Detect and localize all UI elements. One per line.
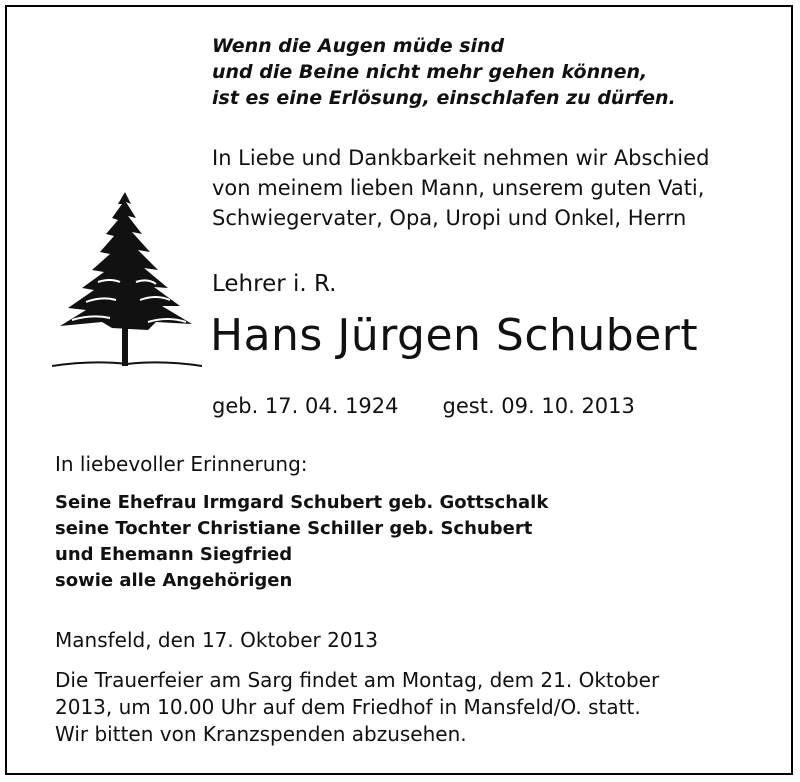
memory-label: In liebevoller Erinnerung: <box>55 452 308 476</box>
birth-date: geb. 17. 04. 1924 <box>212 394 399 418</box>
deceased-name: Hans Jürgen Schubert <box>210 310 699 361</box>
poem-line: und die Beine nicht mehr gehen können, <box>212 61 648 83</box>
mourner-line: seine Tochter Christiane Schiller geb. Schubert <box>55 518 533 539</box>
deceased-title: Lehrer i. R. <box>212 271 337 297</box>
service-line: Die Trauerfeier am Sarg findet am Montag, dem 21. Oktober <box>55 668 660 692</box>
poem-line: Wenn die Augen müde sind <box>212 35 505 57</box>
death-date: gest. 09. 10. 2013 <box>442 394 635 418</box>
service-info <box>55 667 659 748</box>
intro-line: Schwiegervater, Opa, Uropi und Onkel, Herrn <box>212 206 687 230</box>
mourner-line: Seine Ehefrau Irmgard Schubert geb. Gottschalk <box>55 492 549 513</box>
intro-line: von meinem lieben Mann, unserem guten Vati, <box>212 176 705 200</box>
life-dates <box>212 394 635 418</box>
mourner-line: sowie alle Angehörigen <box>55 570 293 591</box>
fir-tree-icon <box>52 190 202 368</box>
obituary-notice <box>5 5 793 775</box>
service-line: Wir bitten von Kranzspenden abzusehen. <box>55 722 467 746</box>
poem <box>212 33 772 111</box>
place-date: Mansfeld, den 17. Oktober 2013 <box>55 628 378 652</box>
intro-text <box>212 143 782 233</box>
intro-line: In Liebe und Dankbarkeit nehmen wir Abschied <box>212 146 710 170</box>
poem-line: ist es eine Erlösung, einschlafen zu dürfen. <box>212 87 676 109</box>
service-line: 2013, um 10.00 Uhr auf dem Friedhof in Mansfeld/O. statt. <box>55 695 641 719</box>
mourner-line: und Ehemann Siegfried <box>55 544 293 565</box>
mourners-list <box>55 490 548 594</box>
